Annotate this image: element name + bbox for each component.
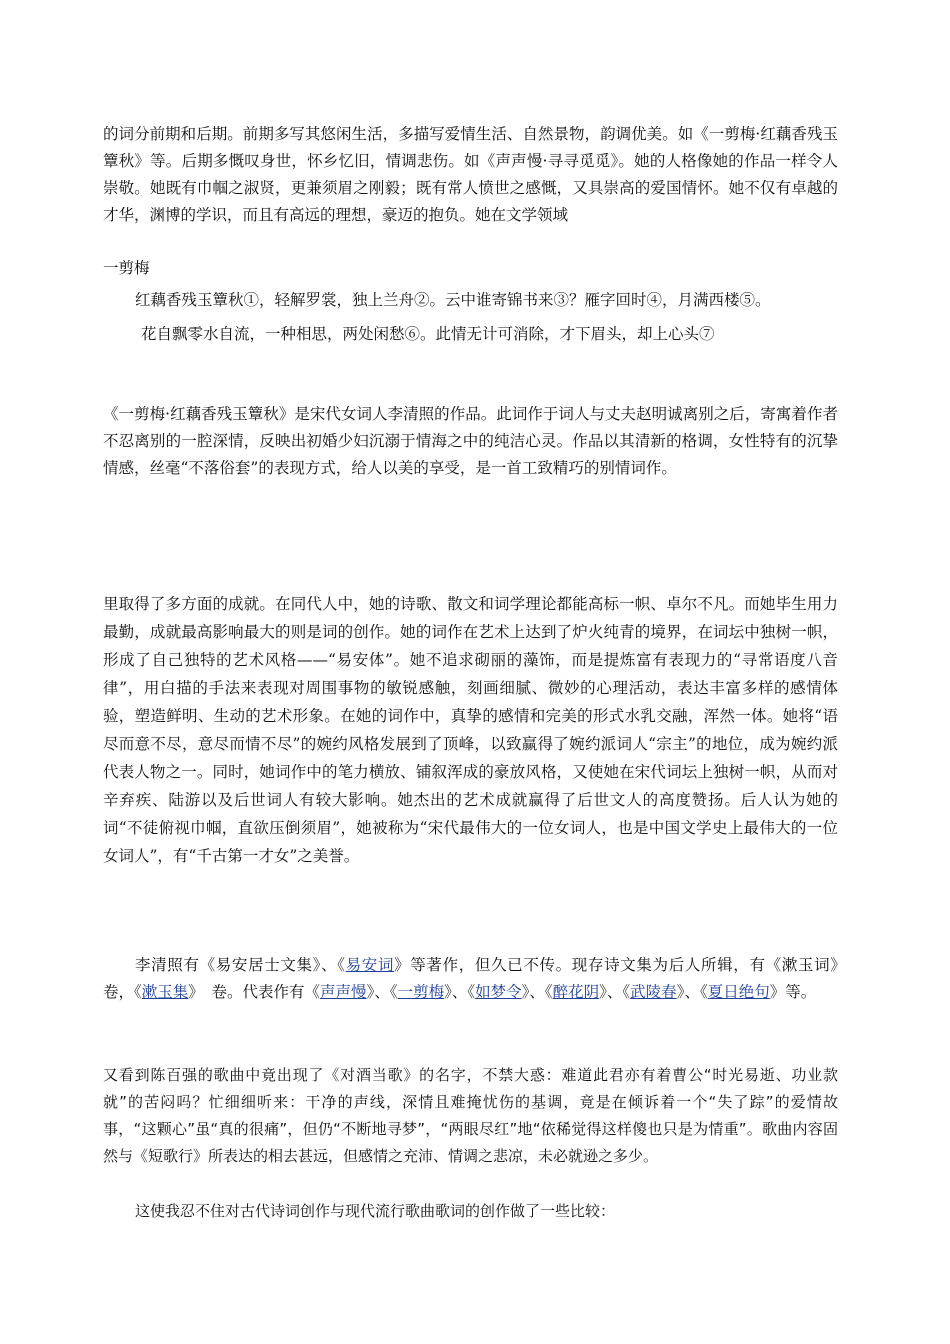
works-text: 》、《 <box>366 983 398 1001</box>
bio-intro-paragraph: 的词分前期和后期。前期多写其悠闲生活，多描写爱情生活、自然景物，韵调优美。如《一剪梅·红藕香残玉簟秋》等。后期多慨叹身世，怀乡忆旧，情调悲伤。如《声声慢·寻寻觅觅》。她的人格像她的作品一样令人崇敬。她既有巾帼之淑贤，更兼须眉之刚毅；既有常人愤世之感慨，又具崇高的爱国情怀。她不仅有卓越的才华，渊博的学识，而且有高远的理想，豪迈的抱负。她在文学领域 <box>103 125 838 224</box>
link-rumengling[interactable]: 如梦令 <box>475 983 522 1001</box>
works-text: 》、《 <box>676 983 708 1001</box>
bio-intro-section <box>103 121 838 229</box>
works-text: 》等著作，但久已不传。现存诗文集为后人所辑，有《漱玉词》 卷，《 <box>103 956 854 1001</box>
works-section <box>103 952 854 1006</box>
poem-note-section <box>103 401 838 482</box>
poem-line-1: 红藕香残玉簟秋①，轻解罗裳，独上兰舟②。云中谁寄锦书来③？雁字回时④，月满西楼⑤。 <box>135 291 771 309</box>
poem-title: 一剪梅 <box>103 259 150 277</box>
closing-section <box>103 1198 838 1225</box>
works-text: 》等。 <box>769 983 817 1001</box>
link-wulingchun[interactable]: 武陵春 <box>630 983 677 1001</box>
works-text: 》 卷。代表作有《 <box>188 983 321 1001</box>
link-shengshengman[interactable]: 声声慢 <box>320 983 367 1001</box>
poem-section <box>103 256 838 348</box>
song-paragraph: 又看到陈百强的歌曲中竟出现了《对酒当歌》的名字，不禁大惑：难道此君亦有着曹公“时光易逝、功业款就”的苦闷吗？忙细细听来：干净的声线，深情且难掩忧伤的基调，竟是在倾诉着一个“失了踪”的爱情故事，“这颗心”虽“真的很痛”，但仍“不断地寻梦”，“两眼尽红”地“依稀觉得这样傻也只是为情重”。歌曲内容固然与《短歌行》所表达的相去甚远，但感情之充沛、情调之悲凉，未必就逊之多少。 <box>103 1066 838 1165</box>
link-yian-ci[interactable]: 易安词 <box>345 956 395 974</box>
link-zuihuayin[interactable]: 醉花阴 <box>552 983 600 1001</box>
song-section <box>103 1062 838 1170</box>
poem-line-2: 花自飘零水自流，一种相思，两处闲愁⑥。此情无计可消除，才下眉头，却上心头⑦ <box>141 325 715 343</box>
bio-main-section <box>103 590 838 870</box>
bio-main-paragraph: 里取得了多方面的成就。在同代人中，她的诗歌、散文和词学理论都能高标一帜、卓尔不凡。而她毕生用力最勤，成就最高影响最大的则是词的创作。她的词作在艺术上达到了炉火纯青的境界，在词坛中独树一帜，形成了自己独特的艺术风格——“易安体”。她不追求砌丽的藻饰，而是提炼富有表现力的“寻常语度八音律”，用白描的手法来表现对周围事物的敏锐感触，刻画细腻、微妙的心理活动，表达丰富多样的感情体验，塑造鲜明、生动的艺术形象。在她的词作中，真挚的感情和完美的形式水乳交融，浑然一体。她将“语尽而意不尽，意尽而情不尽”的婉约风格发展到了顶峰，以致赢得了婉约派词人“宗主”的地位，成为婉约派代表人物之一。同时，她词作中的笔力横放、铺叙浑成的豪放风格，又使她在宋代词坛上独树一帜，从而对辛弃疾、陆游以及后世词人有较大影响。她杰出的艺术成就赢得了后世文人的高度赞扬。后人认为她的词“不徒俯视巾帼，直欲压倒须眉”，她被称为“宋代最伟大的一位女词人，也是中国文学史上最伟大的一位女词人”，有“千古第一才女”之美誉。 <box>103 595 838 865</box>
works-paragraph <box>103 952 854 1006</box>
link-xiari-jueju[interactable]: 夏日绝句 <box>707 983 770 1001</box>
works-text: 》、《 <box>444 983 476 1001</box>
link-yijianmei[interactable]: 一剪梅 <box>397 983 445 1001</box>
works-text: 》、《 <box>599 983 631 1001</box>
link-shuyu-ji[interactable]: 漱玉集 <box>141 983 189 1001</box>
works-text: 李清照有《易安居士文集》、《 <box>135 956 346 974</box>
poem-note-paragraph: 《一剪梅·红藕香残玉簟秋》是宋代女词人李清照的作品。此词作于词人与丈夫赵明诚离别之后，寄寓着作者不忍离别的一腔深情，反映出初婚少妇沉溺于情海之中的纯洁心灵。作品以其清新的格调，女性特有的沉挚情感，丝毫“不落俗套”的表现方式，给人以美的享受，是一首工致精巧的别情词作。 <box>103 405 838 477</box>
closing-paragraph: 这使我忍不住对古代诗词创作与现代流行歌曲歌词的创作做了一些比较： <box>135 1202 616 1220</box>
works-text: 》、《 <box>521 983 553 1001</box>
